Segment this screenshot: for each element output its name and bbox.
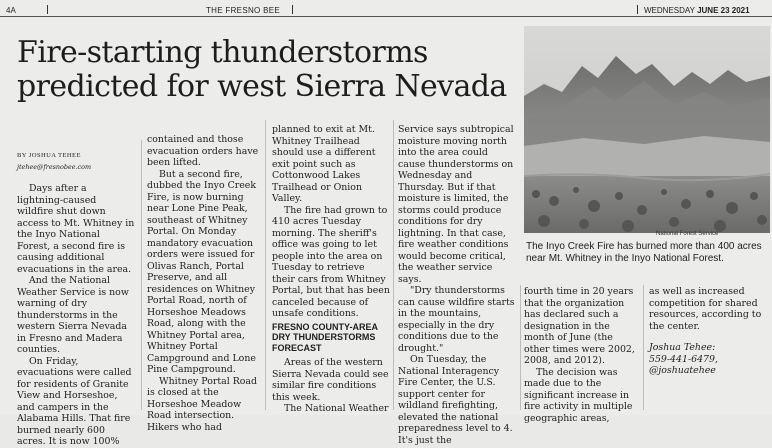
article-column-6 xyxy=(649,286,765,377)
paragraph: Areas of the western Sierra Nevada could see similar fire conditions this week. xyxy=(272,357,389,403)
byline-email: jtehee@fresnobee.com xyxy=(17,162,92,171)
header-date-value: JUNE 23 2021 xyxy=(697,6,750,15)
page-header xyxy=(0,0,772,18)
column-divider xyxy=(643,285,644,410)
paragraph: as well as increased competition for shared resources, according to the center. xyxy=(649,286,762,332)
mountain-photo-illustration xyxy=(524,26,770,233)
article-column-5 xyxy=(524,286,638,424)
column-divider xyxy=(520,285,521,410)
section-subhead: FRESNO COUNTY-AREA DRY THUNDERSTORMS FORECAST xyxy=(272,321,378,353)
header-divider xyxy=(292,5,293,14)
paragraph: On Friday, evacuations were called for residents of Granite View and Horseshoe, and campers in the Alabama Hills. That fire burned nearly 600 acres. It is now 100% xyxy=(17,355,132,447)
header-rule xyxy=(0,16,772,17)
paragraph: And the National Weather Service is now warning of dry thunderstorms in the western Sierra Nevada in Fresno and Madera counties. xyxy=(17,275,129,355)
header-date xyxy=(644,6,750,15)
header-day: WEDNESDAY xyxy=(644,6,695,15)
paragraph: Days after a lightning-caused wildfire shut down access to Mt. Whitney in the Inyo National Forest, a second fire is causing additional evacuations in the area. xyxy=(17,183,135,275)
paragraph: The fire had grown to 410 acres Tuesday morning. The sheriff's office was going to let people into the area on Tuesday to retrieve their cars from Whitney Portal, but that has been canceled because of unsafe conditions. xyxy=(272,204,390,319)
author-tagline-handle: @joshuatehee xyxy=(649,365,716,376)
page-number: 4A xyxy=(6,6,16,15)
paragraph: The decision was made due to the significant increase in fire activity in multiple geographic areas, xyxy=(524,366,633,424)
headline: Fire-starting thunderstorms predicted for west Sierra Nevada xyxy=(17,35,507,104)
paragraph: Whitney Portal Road is closed at the Horseshoe Meadow Road intersection. Hikers who had xyxy=(147,375,257,433)
paragraph: contained and those evacuation orders have been lifted. xyxy=(147,134,259,168)
paragraph: On Tuesday, the National Interagency Fire Center, the U.S. support center for wildland firefighting, elevated the national preparedness level to 4. It's just the xyxy=(398,354,513,446)
header-divider xyxy=(637,5,638,14)
article-column-2 xyxy=(147,134,261,433)
paragraph: planned to exit at Mt. Whitney Trailhead should use a different exit point such as Cottonwood Lakes Trailhead or Onion Valley. xyxy=(272,124,376,204)
paragraph: But a second fire, dubbed the Inyo Creek Fire, is now burning near Lone Pine Peak, southeast of Whitney Portal. On Monday mandatory evacuation orders were issued for Olivas Ranch, Portal Preserve, and all residences on Whitney Portal Road, north of Horseshoe Meadows Road, along with the Whitney Portal area, Whitney Portal Campground and Lone Pine Campground. xyxy=(147,168,256,375)
paragraph: Service says subtropical moisture moving north into the area could cause thunderstorms on Wednesday and Thursday. But if that moisture is limited, the storms could produce conditions for dry lightning. In that case, fire weather conditions would become critical, the weather service says. xyxy=(398,124,514,285)
article-column-3 xyxy=(272,124,390,415)
article-column-4 xyxy=(398,124,518,446)
paper-name: THE FRESNO BEE xyxy=(206,6,280,15)
photo-caption: The Inyo Creek Fire has burned more than 400 acres near Mt. Whitney in the Inyo National Forest. xyxy=(526,241,762,264)
author-tagline-name: Joshua Tehee: xyxy=(649,342,716,353)
photo-credit: National Forest Service xyxy=(656,231,719,237)
column-divider xyxy=(141,140,142,410)
byline: BY JOSHUA TEHEE xyxy=(17,152,81,159)
article-photo xyxy=(524,26,770,233)
column-divider xyxy=(393,120,394,410)
article-column-1 xyxy=(17,150,135,448)
quote-paragraph: "Dry thunderstorms can cause wildfire starts in the mountains, especially in the dry conditions due to the drought." xyxy=(398,285,515,354)
paragraph: The National Weather xyxy=(284,403,389,414)
author-tagline-phone: 559-441-6479, xyxy=(649,353,718,365)
header-divider xyxy=(47,5,48,14)
column-divider xyxy=(265,120,266,410)
paragraph: fourth time in 20 years that the organization has declared such a designation in the month of June (the other times were 2002, 2008, and 2012). xyxy=(524,286,635,366)
